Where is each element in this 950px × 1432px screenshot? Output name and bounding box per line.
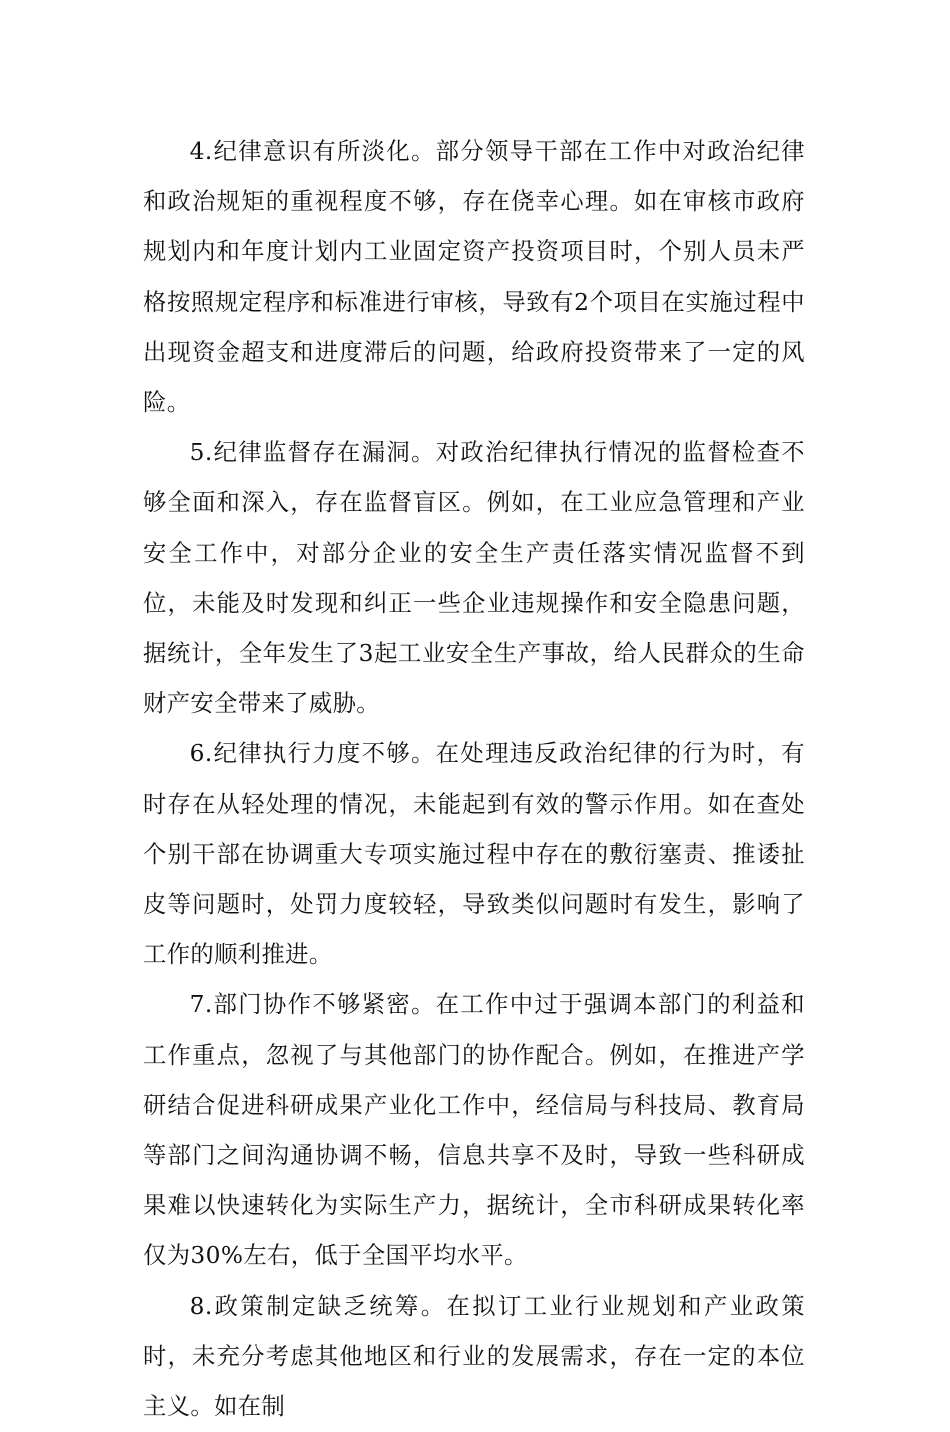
paragraph-item-8: 8.政策制定缺乏统筹。在拟订工业行业规划和产业政策时，未充分考虑其他地区和行业的发展需求，存在一定的本位主义。如在制 <box>143 1292 805 1421</box>
paragraph-item-4: 4.纪律意识有所淡化。部分领导干部在工作中对政治纪律和政治规矩的重视程度不够，存在侥幸心理。如在审核市政府规划内和年度计划内工业固定资产投资项目时，个别人员未严格按照规定程序和标准进行审核，导致有2个项目在实施过程中出现资金超支和进度滞后的问题，给政府投资带来了一定的风险。 <box>143 138 805 417</box>
paragraph-item-5: 5.纪律监督存在漏洞。对政治纪律执行情况的监督检查不够全面和深入，存在监督盲区。例如，在工业应急管理和产业安全工作中，对部分企业的安全生产责任落实情况监督不到位，未能及时发现和纠正一些企业违规操作和安全隐患问题，据统计，全年发生了3起工业安全生产事故，给人民群众的生命财产安全带来了威胁。 <box>143 439 805 718</box>
paragraph-item-7: 7.部门协作不够紧密。在工作中过于强调本部门的利益和工作重点，忽视了与其他部门的协作配合。例如，在推进产学研结合促进科研成果产业化工作中，经信局与科技局、教育局等部门之间沟通协调不畅，信息共享不及时，导致一些科研成果难以快速转化为实际生产力，据统计，全市科研成果转化率仅为30%左右，低于全国平均水平。 <box>143 991 805 1270</box>
paragraph-item-6: 6.纪律执行力度不够。在处理违反政治纪律的行为时，有时存在从轻处理的情况，未能起到有效的警示作用。如在查处个别干部在协调重大专项实施过程中存在的敷衍塞责、推诿扯皮等问题时，处罚力度较轻，导致类似问题时有发生，影响了工作的顺利推进。 <box>143 740 805 969</box>
document-body <box>143 127 805 1432</box>
